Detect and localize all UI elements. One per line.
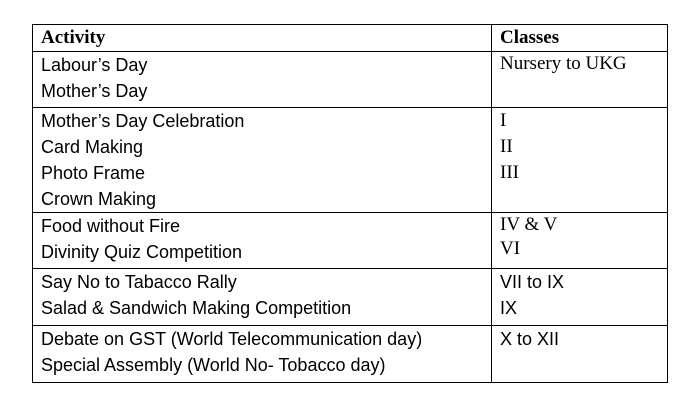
activity-cell [33,108,492,213]
activity-item: Mother’s Day [41,81,148,101]
activity-item: Labour’s Day [41,55,148,75]
activity-item: Mother’s Day Celebration [41,111,245,131]
activity-item: Divinity Quiz Competition [41,242,243,262]
classes-cell [492,326,668,383]
class-item: III [500,162,519,183]
activity-item: Card Making [41,137,144,157]
activity-item: Crown Making [41,189,157,209]
table-row [33,52,668,108]
class-item: II [500,136,513,157]
class-item: IX [500,298,518,318]
activity-item: Food without Fire [41,216,181,236]
class-item: IV & V [500,214,558,235]
table-row [33,108,668,213]
class-item: I [500,110,507,131]
activity-item: Say No to Tabacco Rally [41,272,237,292]
activity-cell [33,326,492,383]
classes-cell [492,213,668,269]
classes-cell [492,52,668,108]
table-row [33,326,668,383]
activity-item: Salad & Sandwich Making Competition [41,298,352,318]
activity-cell [33,52,492,108]
activity-table [32,24,668,383]
activity-cell [33,213,492,269]
table-row [33,213,668,269]
class-item: Nursery to UKG [500,53,627,74]
activity-item: Special Assembly (World No- Tobacco day) [41,355,386,375]
table-header-row [33,25,668,52]
classes-cell [492,108,668,213]
table-row [33,269,668,326]
class-item: VII to IX [500,272,565,292]
classes-cell [492,269,668,326]
activity-item: Debate on GST (World Telecommunication day) [41,329,423,349]
class-item: X to XII [500,329,560,349]
activity-cell [33,269,492,326]
header-activity: Activity [33,25,492,52]
class-item: VI [500,238,521,259]
activity-item: Photo Frame [41,163,146,183]
header-classes: Classes [492,25,668,52]
